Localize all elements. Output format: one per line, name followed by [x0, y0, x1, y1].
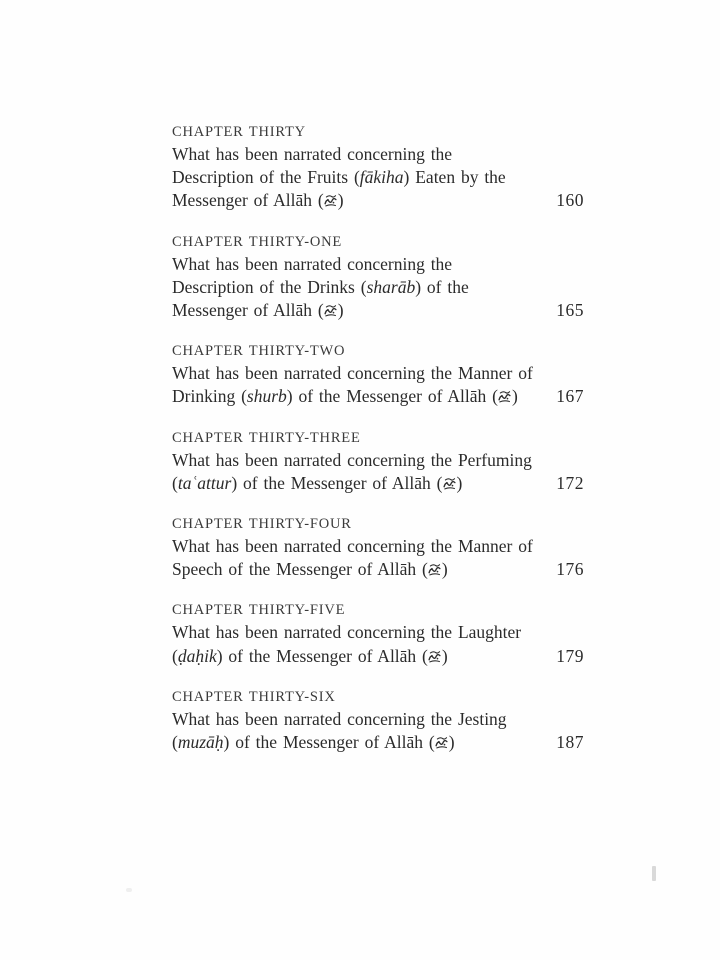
toc-entry [172, 231, 584, 323]
page-number: 167 [556, 386, 584, 407]
transliterated-term: shurb [246, 386, 287, 407]
toc-entry-text [172, 253, 452, 276]
transliterated-term: fākiha [359, 167, 404, 188]
sallallahu-alayhi-wasallam-icon [428, 563, 441, 576]
toc-entry-text [172, 189, 344, 212]
text-segment: Messenger of Allāh ( [172, 300, 324, 321]
transliterated-term: ḍaḥik [177, 645, 217, 666]
toc-entry-line [172, 166, 584, 189]
chapter-heading: CHAPTER THIRTY-TWO [172, 343, 346, 360]
text-segment: ( [172, 472, 178, 493]
toc-entry-line [172, 143, 584, 166]
toc-entry-line [172, 558, 584, 581]
toc-entry-line [172, 189, 584, 212]
page-number: 172 [556, 472, 584, 493]
table-of-contents [172, 121, 584, 754]
page-number: 160 [556, 190, 584, 211]
text-segment: What has been narrated concerning the Manner of [172, 363, 533, 384]
toc-entry-text [172, 535, 533, 558]
text-segment: ) Eaten by the [403, 167, 506, 188]
chapter-heading: CHAPTER THIRTY-THREE [172, 429, 361, 446]
toc-entry-line [172, 385, 584, 408]
text-segment: What has been narrated concerning the [172, 144, 453, 164]
text-segment: ( [172, 732, 178, 753]
text-segment: ) [441, 645, 448, 666]
toc-entry-line [172, 535, 584, 558]
text-segment: ) [448, 732, 455, 753]
toc-entry-text [172, 558, 448, 581]
text-segment: What has been narrated concerning the Laughter [172, 622, 522, 643]
text-segment: What has been narrated concerning the Manner of [172, 536, 533, 557]
toc-entry-line [172, 362, 584, 385]
transliterated-term: taʿattur [177, 472, 232, 493]
toc-entry-line [172, 253, 584, 276]
sallallahu-alayhi-wasallam-icon [498, 390, 511, 403]
text-segment: Drinking ( [172, 386, 247, 407]
text-segment: ) of the Messenger of Allāh ( [223, 732, 435, 753]
toc-entry-text [172, 472, 462, 495]
text-segment: What has been narrated concerning the Perfuming [172, 449, 532, 470]
toc-entry-line [172, 708, 584, 731]
toc-entry-text [172, 449, 532, 472]
toc-entry-text [172, 299, 344, 322]
text-segment: What has been narrated concerning the Jesting [172, 708, 507, 729]
text-segment: ) [456, 472, 463, 493]
text-segment: ) [511, 386, 518, 407]
toc-entry [172, 513, 584, 581]
chapter-heading: CHAPTER THIRTY [172, 124, 306, 140]
toc-entry-line [172, 472, 584, 495]
page-number: 176 [556, 559, 584, 580]
toc-entry [172, 340, 584, 408]
chapter-heading: CHAPTER THIRTY-SIX [172, 688, 336, 705]
toc-entry-line [172, 299, 584, 322]
toc-entry-text [172, 645, 448, 668]
text-segment: ) [441, 559, 448, 580]
toc-entry-line [172, 449, 584, 472]
chapter-heading: CHAPTER THIRTY-ONE [172, 233, 343, 250]
page-number: 187 [556, 732, 584, 753]
toc-entry [172, 121, 584, 213]
sallallahu-alayhi-wasallam-icon [324, 194, 337, 207]
transliterated-term: muzāḥ [177, 732, 224, 753]
transliterated-term: sharāb [366, 276, 416, 297]
toc-entry-text [172, 708, 507, 731]
scan-artifact [126, 888, 132, 892]
toc-entry-line [172, 645, 584, 668]
toc-entry-text [172, 362, 533, 385]
sallallahu-alayhi-wasallam-icon [324, 304, 337, 317]
toc-entry [172, 686, 584, 754]
page-number: 165 [556, 300, 584, 321]
toc-entry-line [172, 621, 584, 644]
toc-entry-line [172, 276, 584, 299]
chapter-heading: CHAPTER THIRTY-FIVE [172, 602, 346, 619]
text-segment: ( [172, 645, 178, 666]
text-segment: Description of the Drinks ( [172, 276, 367, 297]
text-segment: ) of the Messenger of Allāh ( [216, 645, 428, 666]
sallallahu-alayhi-wasallam-icon [443, 477, 456, 490]
text-segment: ) [337, 190, 344, 211]
text-segment: ) of the Messenger of Allāh ( [286, 386, 498, 407]
sallallahu-alayhi-wasallam-icon [435, 736, 448, 749]
page-number: 179 [556, 645, 584, 666]
text-segment: ) [337, 300, 344, 321]
toc-entry-text [172, 731, 455, 754]
toc-entry [172, 427, 584, 495]
toc-entry-text [172, 621, 521, 644]
toc-entry [172, 599, 584, 667]
toc-entry-text [172, 143, 452, 166]
text-segment: Description of the Fruits ( [172, 167, 360, 188]
toc-entry-text [172, 276, 469, 299]
sallallahu-alayhi-wasallam-icon [428, 650, 441, 663]
text-segment: What has been narrated concerning the [172, 253, 453, 274]
text-segment: Messenger of Allāh ( [172, 190, 324, 211]
chapter-heading: CHAPTER THIRTY-FOUR [172, 516, 352, 533]
toc-entry-line [172, 731, 584, 754]
text-segment: ) of the Messenger of Allāh ( [231, 472, 443, 493]
text-segment: Speech of the Messenger of Allāh ( [172, 559, 428, 580]
toc-entry-text [172, 166, 506, 189]
text-segment: ) of the [415, 276, 469, 297]
toc-entry-text [172, 385, 518, 408]
scan-artifact [652, 866, 656, 881]
